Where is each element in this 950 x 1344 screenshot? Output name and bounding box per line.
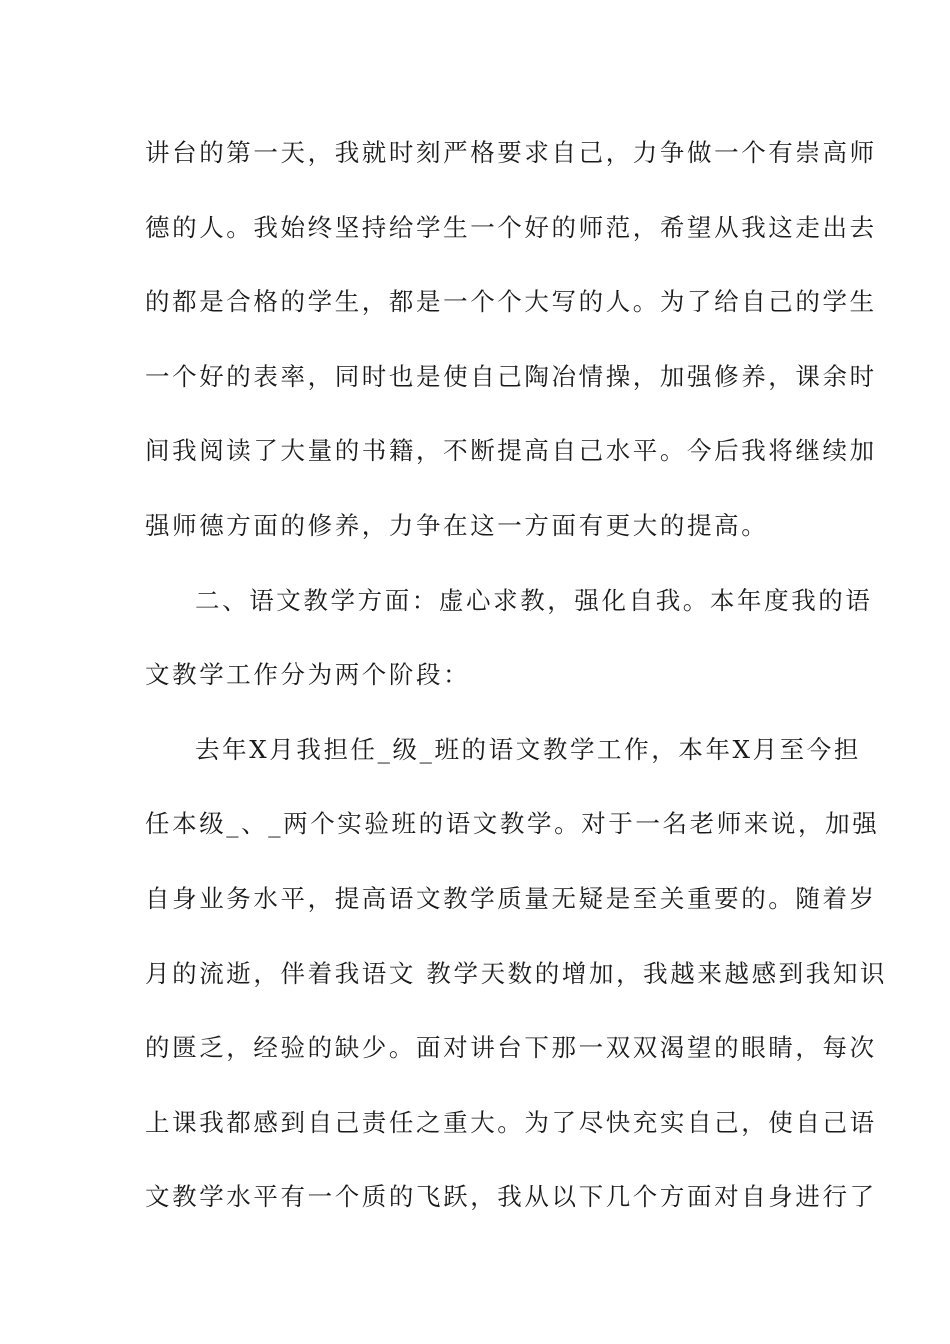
text-line: 上课我都感到自己责任之重大。为了尽快充实自己，使自己语 <box>145 1107 877 1137</box>
text-line: 讲台的第一天，我就时刻严格要求自己，力争做一个有崇高师 <box>145 138 877 167</box>
paragraph-start-line: 二、语文教学方面：虚心求教，强化自我。本年度我的语 <box>195 585 873 615</box>
paragraph-start-line: 去年X月我担任_级_班的语文教学工作，本年X月至今担 <box>195 734 861 764</box>
text-line: 月的流逝，伴着我语文 教学天数的增加，我越来越感到我知识 <box>145 958 888 988</box>
text-line: 间我阅读了大量的书籍，不断提高自己水平。今后我将继续加 <box>145 436 877 466</box>
text-line: 任本级_、_两个实验班的语文教学。对于一名老师来说，加强 <box>145 809 880 839</box>
text-line: 一个好的表率，同时也是使自己陶冶情操，加强修养，课余时 <box>145 361 877 391</box>
body-text <box>145 128 888 1247</box>
text-line: 的匮乏，经验的缺少。面对讲台下那一双双渴望的眼睛，每次 <box>145 1033 877 1063</box>
text-line: 的都是合格的学生，都是一个个大写的人。为了给自己的学生 <box>145 287 877 317</box>
text-line: 自身业务水平，提高语文教学质量无疑是至关重要的。随着岁 <box>145 883 877 913</box>
text-line: 文教学水平有一个质的飞跃，我从以下几个方面对自身进行了 <box>145 1182 877 1212</box>
text-line: 德的人。我始终坚持给学生一个好的师范，希望从我这走出去 <box>145 212 877 242</box>
text-line: 文教学工作分为两个阶段： <box>145 660 471 690</box>
text-line: 强师德方面的修养，力争在这一方面有更大的提高。 <box>145 510 769 540</box>
